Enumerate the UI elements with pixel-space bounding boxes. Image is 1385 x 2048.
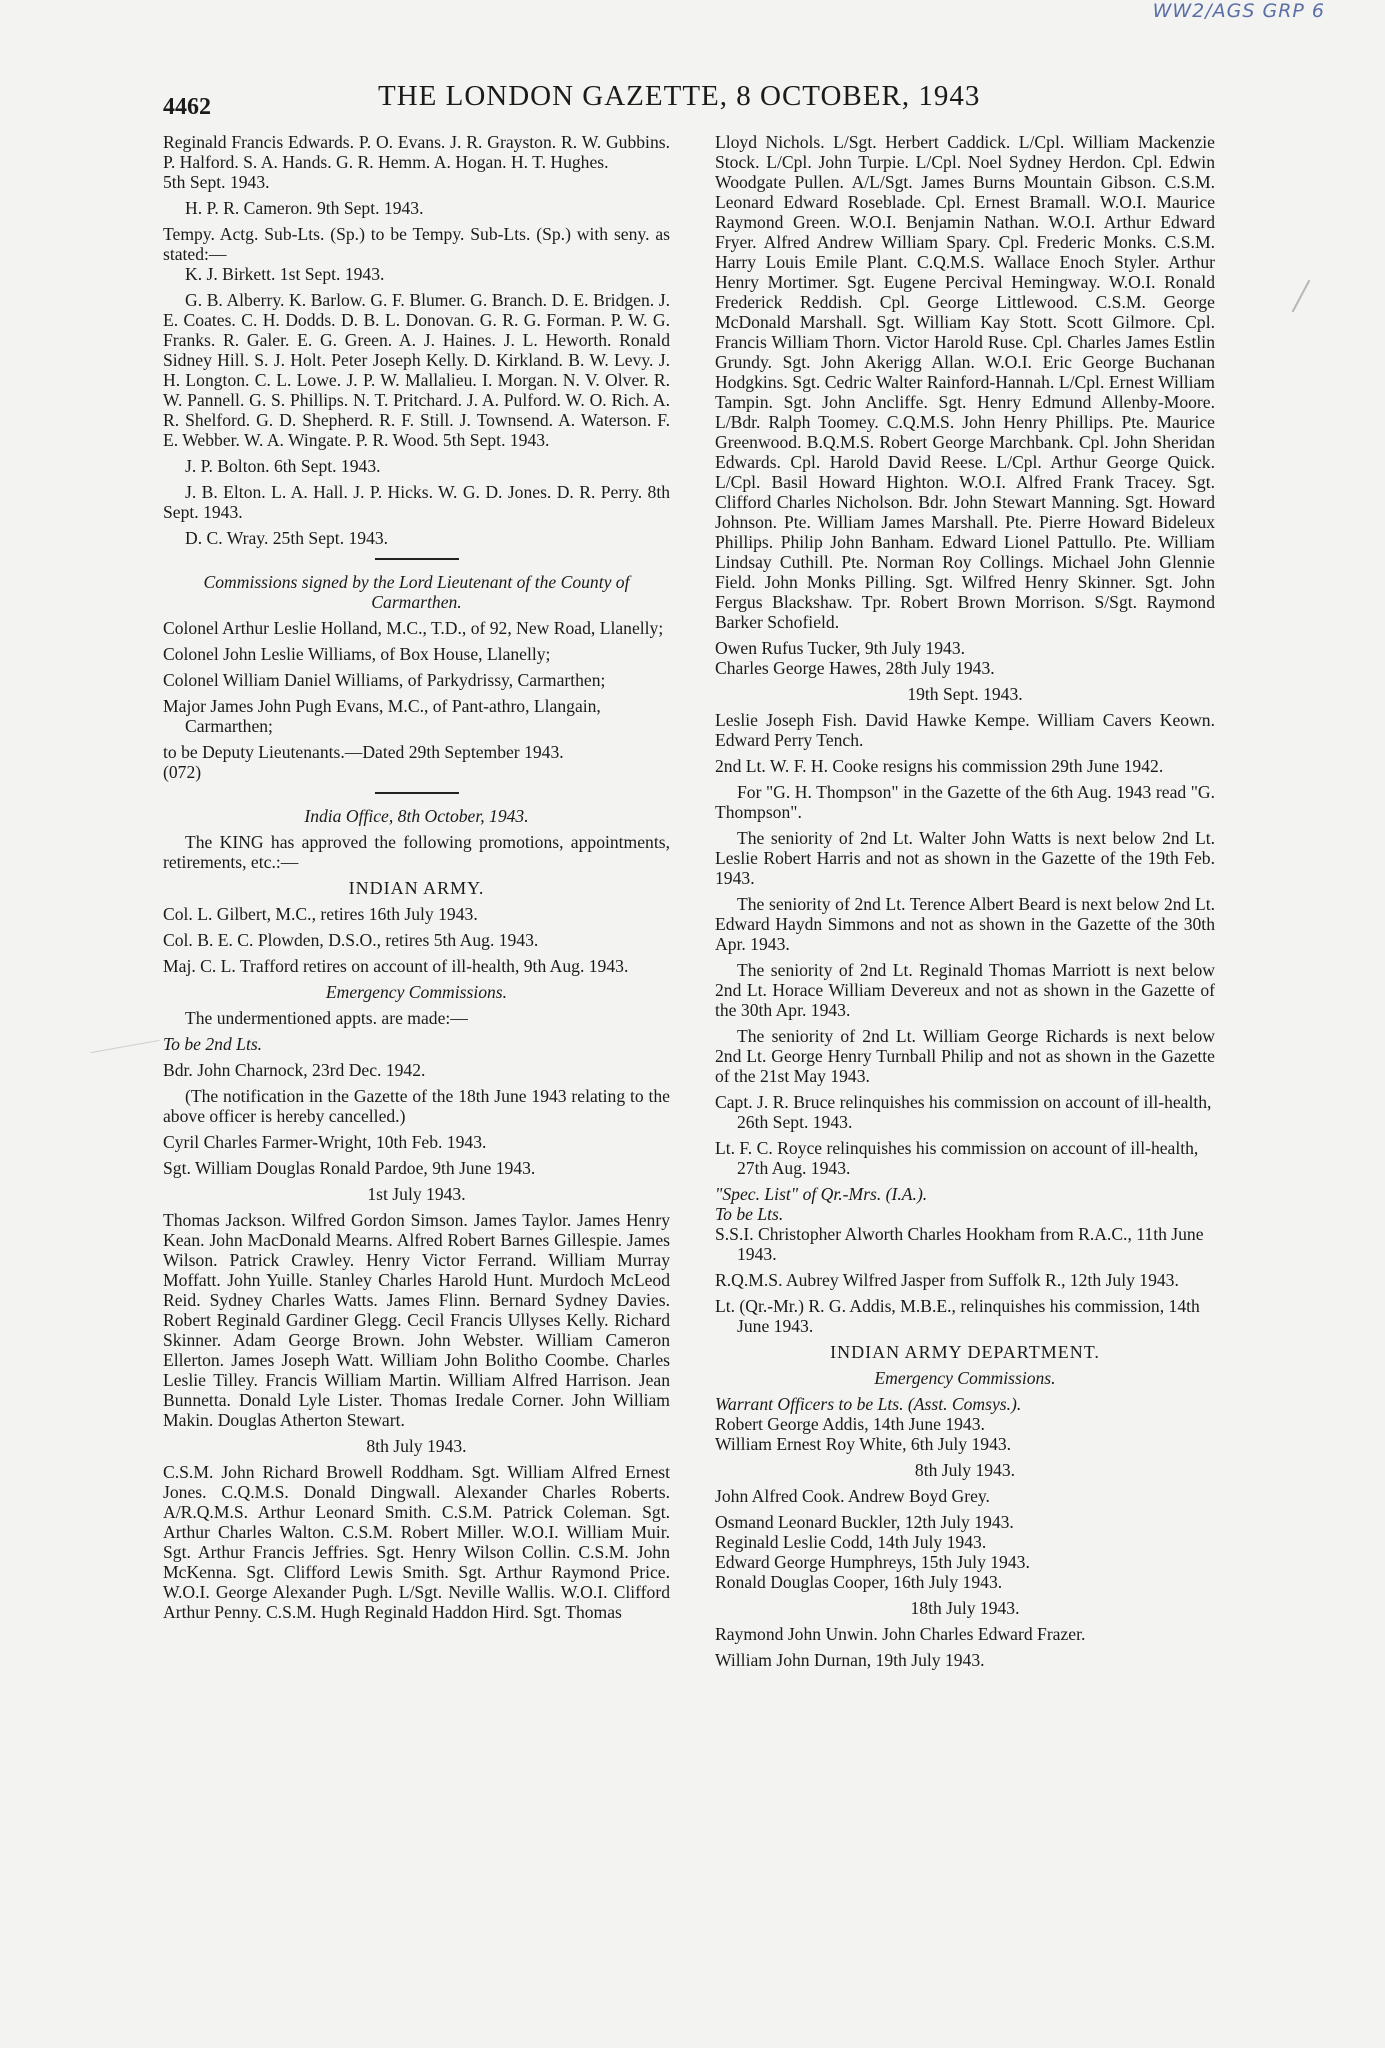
- paragraph: Ronald Douglas Cooper, 16th July 1943.: [715, 1572, 1003, 1592]
- date-heading: 18th July 1943.: [910, 1598, 1020, 1618]
- paragraph: Charles George Hawes, 28th July 1943.: [715, 658, 995, 678]
- pencil-mark: [1292, 280, 1311, 313]
- paragraph: Thomas Jackson. Wilfred Gordon Simson. James Taylor. James Henry Kean. John MacDonald Mearns. Alfred Robert Barnes Gillespie. James Wilson. Patrick Crawley. Henry Victor Ferrand. William Murray Moffatt. John Yuille. Stanley Charles Harold Hunt. Murdoch McLeod Reid. Sydney Charles Watts. James Flinn. Bernard Sydney Davies. Robert Reginald Gardiner Glegg. Cecil Francis Ullyses Kelly. Richard Skinner. Adam George Brown. John Webster. William Cameron Ellerton. James Joseph Watt. William John Bolitho Coombe. Charles Leslie Tilley. Francis William Martin. William Alfred Harrison. Jean Bunnetta. Donald Lyle Lister. Thomas Iredale Corner. John William Makin. Douglas Atherton Stewart.: [163, 1210, 670, 1430]
- paragraph: J. B. Elton. L. A. Hall. J. P. Hicks. W. G. D. Jones. D. R. Perry. 8th Sept. 1943.: [163, 482, 670, 522]
- page-number: 4462: [163, 94, 211, 120]
- paragraph: Colonel Arthur Leslie Holland, M.C., T.D., of 92, New Road, Llanelly;: [163, 618, 664, 638]
- paragraph: Cyril Charles Farmer-Wright, 10th Feb. 1943.: [163, 1132, 487, 1152]
- left-column: [163, 132, 670, 1628]
- subsection-heading: Warrant Officers to be Lts. (Asst. Comsys.).: [715, 1394, 1022, 1414]
- notice-number: (072): [163, 762, 202, 782]
- paragraph: The seniority of 2nd Lt. Terence Albert Beard is next below 2nd Lt. Edward Haydn Simmons and not as shown in the Gazette of the 30th Apr. 1943.: [715, 894, 1215, 954]
- paragraph: Col. B. E. C. Plowden, D.S.O., retires 5th Aug. 1943.: [163, 930, 539, 950]
- paragraph: H. P. R. Cameron. 9th Sept. 1943.: [185, 198, 424, 218]
- date-heading: 1st July 1943.: [367, 1184, 466, 1204]
- paragraph: Colonel John Leslie Williams, of Box House, Llanelly;: [163, 644, 551, 664]
- paragraph: K. J. Birkett. 1st Sept. 1943.: [185, 264, 385, 284]
- paragraph: The KING has approved the following promotions, appointments, retirements, etc.:—: [163, 832, 670, 872]
- section-title: INDIAN ARMY.: [348, 878, 485, 898]
- paragraph: Capt. J. R. Bruce relinquishes his commission on account of ill-health, 26th Sept. 1943.: [715, 1092, 1212, 1132]
- section-title: INDIAN ARMY DEPARTMENT.: [830, 1342, 1100, 1362]
- paragraph: G. B. Alberry. K. Barlow. G. F. Blumer. G. Branch. D. E. Bridgen. J. E. Coates. C. H. Dodds. D. B. L. Donovan. G. R. G. Forman. P. W. G. Franks. R. Galer. E. G. Green. A. J. Haines. J. L. Heworth. Ronald Sidney Hill. S. J. Holt. Peter Joseph Kelly. D. Kirkland. B. W. Levy. J. H. Longton. C. L. Lowe. J. P. W. Mallalieu. I. Morgan. N. V. Olver. R. W. Pannell. G. S. Phillips. N. T. Pritchard. J. A. Pulford. W. O. Rich. A. R. Shelford. G. D. Shepherd. R. F. Still. J. Townsend. A. Waterson. F. E. Webber. W. A. Wingate. P. R. Wood. 5th Sept. 1943.: [163, 290, 670, 450]
- paragraph: Lloyd Nichols. L/Sgt. Herbert Caddick. L/Cpl. William Mackenzie Stock. L/Cpl. John Turpie. L/Cpl. Noel Sydney Herdon. Cpl. Edwin Woodgate Pullen. A/L/Sgt. James Burns Mountain Gibson. C.S.M. Leonard Edward Roseblade. Cpl. Ernest Bramall. W.O.I. Maurice Raymond Green. W.O.I. Benjamin Nathan. W.O.I. Arthur Edward Fryer. Alfred Andrew William Spary. Cpl. Frederic Monks. C.S.M. Harry Louis Emile Plant. C.Q.M.S. Wallace Enoch Styler. Arthur Henry Mortimer. Sgt. Eugene Percival Hemingway. W.O.I. Ronald Frederick Reddish. Cpl. George Littlewood. C.S.M. George McDonald Marshall. Sgt. William Kay Stott. Scott Gilmore. Cpl. Francis William Thorn. Victor Harold Ruse. Cpl. Charles James Estlin Grundy. Sgt. John Akerigg Allan. W.O.I. Eric George Buchanan Hodgkins. Sgt. Cedric Walter Rainford-Hannah. L/Cpl. Ernest William Tampin. Sgt. John Ancliffe. Sgt. Henry Edmund Allenby-Moore. L/Bdr. Ralph Toomey. C.Q.M.S. John Henry Phillips. Pte. Maurice Greenwood. B.Q.M.S. Robert George Marchbank. Cpl. John Sheridan Edwards. Cpl. Harold David Reese. L/Cpl. Arthur George Quick. L/Cpl. Basil Howard Highton. W.O.I. Alfred Frank Tracey. Sgt. Clifford Charles Nicholson. Bdr. John Stewart Manning. Sgt. Howard Johnson. Pte. William James Marshall. Pte. Pierre Howard Bideleux Phillips. Philip John Banham. Edward Lionel Pattullo. Pte. William Lindsay Cuthill. Pte. Norman Roy Collings. Michael John Glennie Field. John Monks Pilling. Sgt. Wilfred Henry Skinner. Sgt. John Fergus Blackshaw. Tpr. Robert Brown Morrison. S/Sgt. Raymond Barker Schofield.: [715, 132, 1215, 632]
- paragraph: Raymond John Unwin. John Charles Edward Frazer.: [715, 1624, 1086, 1644]
- paragraph: Sgt. William Douglas Ronald Pardoe, 9th June 1943.: [163, 1158, 536, 1178]
- paragraph: Tempy. Actg. Sub-Lts. (Sp.) to be Tempy. Sub-Lts. (Sp.) with seny. as stated:—: [163, 224, 670, 264]
- subsection-heading: To be Lts.: [715, 1204, 784, 1224]
- paragraph: For "G. H. Thompson" in the Gazette of the 6th Aug. 1943 read "G. Thompson".: [715, 782, 1215, 822]
- paragraph: Major James John Pugh Evans, M.C., of Pant-athro, Llangain, Carmarthen;: [163, 696, 601, 736]
- paragraph: Lt. F. C. Royce relinquishes his commission on account of ill-health, 27th Aug. 1943.: [715, 1138, 1199, 1178]
- paragraph: J. P. Bolton. 6th Sept. 1943.: [185, 456, 381, 476]
- paragraph: Lt. (Qr.-Mr.) R. G. Addis, M.B.E., relinquishes his commission, 14th June 1943.: [715, 1296, 1200, 1336]
- subsection-heading: To be 2nd Lts.: [163, 1034, 263, 1054]
- section-rule: [375, 558, 459, 560]
- paragraph: Owen Rufus Tucker, 9th July 1943.: [715, 638, 966, 658]
- subsection-heading: Emergency Commissions.: [325, 982, 508, 1002]
- paragraph: Reginald Leslie Codd, 14th July 1943.: [715, 1532, 987, 1552]
- right-column: [715, 132, 1215, 1676]
- archive-annotation: WW2/AGS GRP 6: [1152, 0, 1325, 22]
- paragraph: to be Deputy Lieutenants.—Dated 29th September 1943.: [163, 742, 564, 762]
- paragraph: C.S.M. John Richard Browell Roddham. Sgt. William Alfred Ernest Jones. C.Q.M.S. Donald Dingwall. Alexander Charles Roberts. A/R.Q.M.S. Arthur Leonard Smith. C.S.M. Patrick Coleman. Sgt. Arthur Charles Walton. C.S.M. Robert Miller. W.O.I. William Muir. Sgt. Arthur Francis Jeffries. Sgt. Henry Wilson Collin. C.S.M. John McKenna. Sgt. Clifford Lewis Smith. Sgt. Arthur Raymond Price. W.O.I. George Alexander Pugh. L/Sgt. Neville Wallis. W.O.I. Clifford Arthur Penny. C.S.M. Hugh Reginald Haddon Hird. Sgt. Thomas: [163, 1462, 670, 1622]
- masthead-title: THE LONDON GAZETTE, 8 OCTOBER, 1943: [378, 80, 981, 112]
- paragraph: R.Q.M.S. Aubrey Wilfred Jasper from Suffolk R., 12th July 1943.: [715, 1270, 1179, 1290]
- date-heading: 8th July 1943.: [914, 1460, 1016, 1480]
- paragraph: Maj. C. L. Trafford retires on account of ill-health, 9th Aug. 1943.: [163, 956, 629, 976]
- paragraph: William Ernest Roy White, 6th July 1943.: [715, 1434, 1012, 1454]
- page-header: [163, 80, 1223, 120]
- paragraph: (The notification in the Gazette of the 18th June 1943 relating to the above officer is hereby cancelled.): [163, 1086, 670, 1126]
- subsection-heading: "Spec. List" of Qr.-Mrs. (I.A.).: [715, 1184, 928, 1204]
- paragraph: S.S.I. Christopher Alworth Charles Hookham from R.A.C., 11th June 1943.: [715, 1224, 1204, 1264]
- paragraph: Robert George Addis, 14th June 1943.: [715, 1414, 985, 1434]
- paragraph: Osmand Leonard Buckler, 12th July 1943.: [715, 1512, 1014, 1532]
- date-heading: 19th Sept. 1943.: [907, 684, 1023, 704]
- paragraph: The seniority of 2nd Lt. Walter John Watts is next below 2nd Lt. Leslie Robert Harris and not as shown in the Gazette of the 19th Feb. 1943.: [715, 828, 1215, 888]
- paragraph: The seniority of 2nd Lt. Reginald Thomas Marriott is next below 2nd Lt. Horace William Devereux and not as shown in the Gazette of the 30th Apr. 1943.: [715, 960, 1215, 1020]
- section-heading: Commissions signed by the Lord Lieutenant of the County of Carmarthen.: [203, 572, 630, 612]
- section-rule: [375, 792, 459, 794]
- paragraph: The undermentioned appts. are made:—: [185, 1008, 468, 1028]
- paragraph: William John Durnan, 19th July 1943.: [715, 1650, 985, 1670]
- paragraph: Colonel William Daniel Williams, of Parkydrissy, Carmarthen;: [163, 670, 606, 690]
- paragraph: Reginald Francis Edwards. P. O. Evans. J. R. Grayston. R. W. Gubbins. P. Halford. S. A. Hands. G. R. Hemm. A. Hogan. H. T. Hughes.: [163, 132, 670, 172]
- paragraph: 5th Sept. 1943.: [163, 172, 270, 192]
- paragraph: Col. L. Gilbert, M.C., retires 16th July 1943.: [163, 904, 478, 924]
- paragraph: Bdr. John Charnock, 23rd Dec. 1942.: [163, 1060, 426, 1080]
- paragraph: D. C. Wray. 25th Sept. 1943.: [185, 528, 389, 548]
- paragraph: Edward George Humphreys, 15th July 1943.: [715, 1552, 1030, 1572]
- paragraph: The seniority of 2nd Lt. William George Richards is next below 2nd Lt. George Henry Turnball Philip and not as shown in the Gazette of the 21st May 1943.: [715, 1026, 1215, 1086]
- date-heading: 8th July 1943.: [366, 1436, 467, 1456]
- paragraph: John Alfred Cook. Andrew Boyd Grey.: [715, 1486, 990, 1506]
- subsection-heading: Emergency Commissions.: [874, 1368, 1056, 1388]
- section-heading: India Office, 8th October, 1943.: [304, 806, 529, 826]
- pencil-mark: [90, 1040, 159, 1053]
- paragraph: 2nd Lt. W. F. H. Cooke resigns his commission 29th June 1942.: [715, 756, 1164, 776]
- paragraph: Leslie Joseph Fish. David Hawke Kempe. William Cavers Keown. Edward Perry Tench.: [715, 710, 1215, 750]
